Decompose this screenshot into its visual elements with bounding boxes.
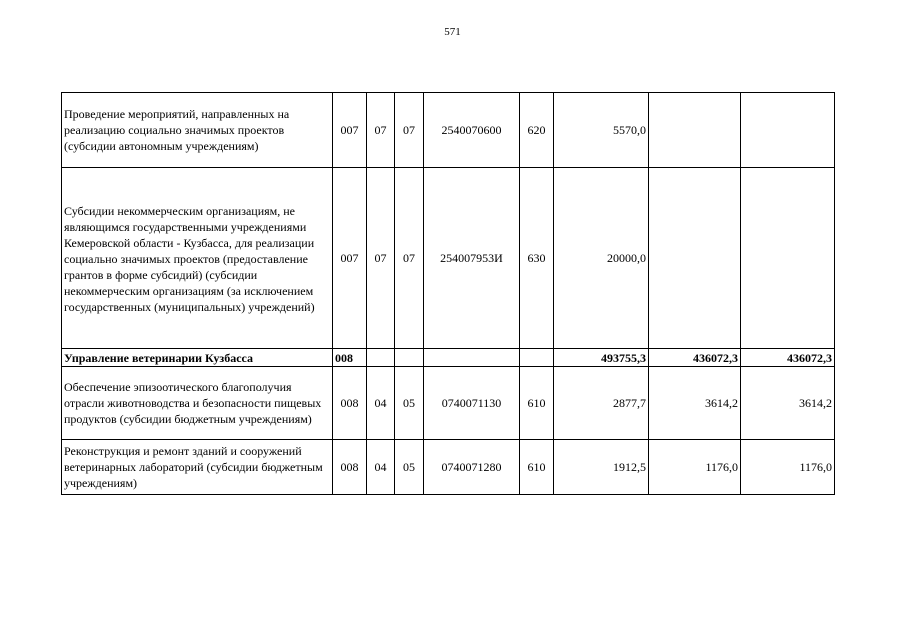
row-description: Управление ветеринарии Кузбасса xyxy=(62,349,333,367)
target-article-code: 0740071280 xyxy=(424,440,520,495)
expense-type-code: 630 xyxy=(520,168,554,349)
subsection-code: 05 xyxy=(395,440,424,495)
grbs-code: 008 xyxy=(333,367,367,440)
amount-year-3: 1176,0 xyxy=(741,440,835,495)
subsection-code xyxy=(395,349,424,367)
target-article-code xyxy=(424,349,520,367)
section-code xyxy=(367,349,395,367)
expense-type-code: 610 xyxy=(520,367,554,440)
table-row xyxy=(62,168,835,349)
amount-year-2: 3614,2 xyxy=(649,367,741,440)
table-row xyxy=(62,93,835,168)
target-article-code: 254007953И xyxy=(424,168,520,349)
grbs-code: 007 xyxy=(333,93,367,168)
amount-year-1: 20000,0 xyxy=(554,168,649,349)
section-code: 07 xyxy=(367,93,395,168)
row-description: Проведение мероприятий, направленных на реализацию социально значимых проектов (субсидии автономным учреждениям) xyxy=(62,93,333,168)
section-code: 04 xyxy=(367,367,395,440)
budget-table xyxy=(61,92,835,495)
grbs-code: 007 xyxy=(333,168,367,349)
expense-type-code: 610 xyxy=(520,440,554,495)
expense-type-code xyxy=(520,349,554,367)
amount-year-2: 1176,0 xyxy=(649,440,741,495)
subsection-code: 07 xyxy=(395,93,424,168)
table-row xyxy=(62,349,835,367)
amount-year-2: 436072,3 xyxy=(649,349,741,367)
table-row xyxy=(62,440,835,495)
grbs-code: 008 xyxy=(333,349,367,367)
amount-year-1: 2877,7 xyxy=(554,367,649,440)
amount-year-3: 3614,2 xyxy=(741,367,835,440)
table-row xyxy=(62,367,835,440)
section-code: 04 xyxy=(367,440,395,495)
grbs-code: 008 xyxy=(333,440,367,495)
amount-year-2 xyxy=(649,168,741,349)
amount-year-3 xyxy=(741,168,835,349)
amount-year-2 xyxy=(649,93,741,168)
subsection-code: 05 xyxy=(395,367,424,440)
row-description: Обеспечение эпизоотического благополучия отрасли животноводства и безопасности пищевых продуктов (субсидии бюджетным учреждениям) xyxy=(62,367,333,440)
amount-year-1: 5570,0 xyxy=(554,93,649,168)
subsection-code: 07 xyxy=(395,168,424,349)
section-code: 07 xyxy=(367,168,395,349)
target-article-code: 2540070600 xyxy=(424,93,520,168)
row-description: Реконструкция и ремонт зданий и сооружений ветеринарных лабораторий (субсидии бюджетным учреждениям) xyxy=(62,440,333,495)
expense-type-code: 620 xyxy=(520,93,554,168)
amount-year-1: 1912,5 xyxy=(554,440,649,495)
target-article-code: 0740071130 xyxy=(424,367,520,440)
amount-year-3: 436072,3 xyxy=(741,349,835,367)
page-number: 571 xyxy=(444,26,461,38)
row-description: Субсидии некоммерческим организациям, не являющимся государственными учреждениями Кемеровской области - Кузбасса, для реализации социально значимых проектов (предоставление грантов в форме субсидий) (субсидии некоммерческим организациям (за исключением государственных (муниципальных) учреждений) xyxy=(62,168,333,349)
amount-year-1: 493755,3 xyxy=(554,349,649,367)
amount-year-3 xyxy=(741,93,835,168)
